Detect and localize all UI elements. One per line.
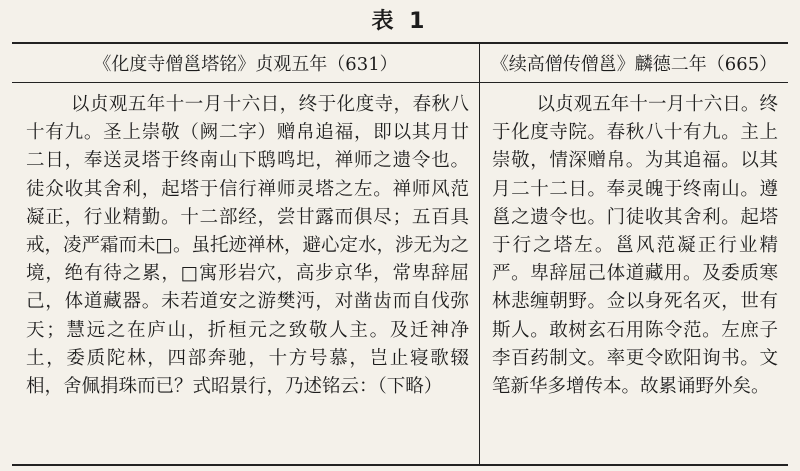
right-body-text: 以贞观五年十一月十六日。终于化度寺院。春秋八十有九。主上崇敬，情深赠帛。为其追福。以其月二十二日。奉灵魄于终南山。遵邕之遗令也。门徒收其舍利。起塔于行之塔左。邕风范凝正行业精严。卑辞屈己体道藏用。及委质寒林悲缠朝野。佥以身死名灭，世有斯人。敢树玄石用陈令范。左庶子李百药制文。率更令欧阳询书。文笔新华多增传本。故累诵野外矣。 [492,94,778,398]
column-left-cell [12,83,480,464]
left-body-paragraph [12,83,479,401]
table-body-row [12,83,788,464]
table-header-row [12,44,788,83]
left-body-text: 以贞观五年十一月十六日，终于化度寺，春秋八十有九。圣上崇敬（阙二字）赠帛追福，即以其月廿二日，奉送灵塔于终南山下鸱鸣圯，禅师之遗令也。徒众收其舍利，起塔于信行禅师灵塔之左。禅师风范凝正，行业精勤。十二部经，尝甘露而俱尽；五百具戒，凌严霜而未□。虽托迹禅林，避心定水，涉无为之境，绝有待之累，□寓形岩穴，高步京华，常卑辞屈己，体道藏器。未若道安之游樊沔，对凿齿而自伐弥天；慧远之在庐山，折桓元之致敬人主。及迁神净土，委质陀林，四部奔驰，十方号慕，岂止寝歌辍相，舍佩捐珠而已？式昭景行，乃述铭云：（下略） [26,94,469,398]
comparison-table [12,42,788,466]
column-header-left: 《化度寺僧邕塔铭》贞观五年（631） [12,44,480,82]
right-body-paragraph [480,83,788,401]
column-header-right: 《续高僧传僧邕》麟德二年（665） [490,54,778,75]
column-right-cell [480,83,788,464]
table-title: 表 1 [371,9,429,34]
